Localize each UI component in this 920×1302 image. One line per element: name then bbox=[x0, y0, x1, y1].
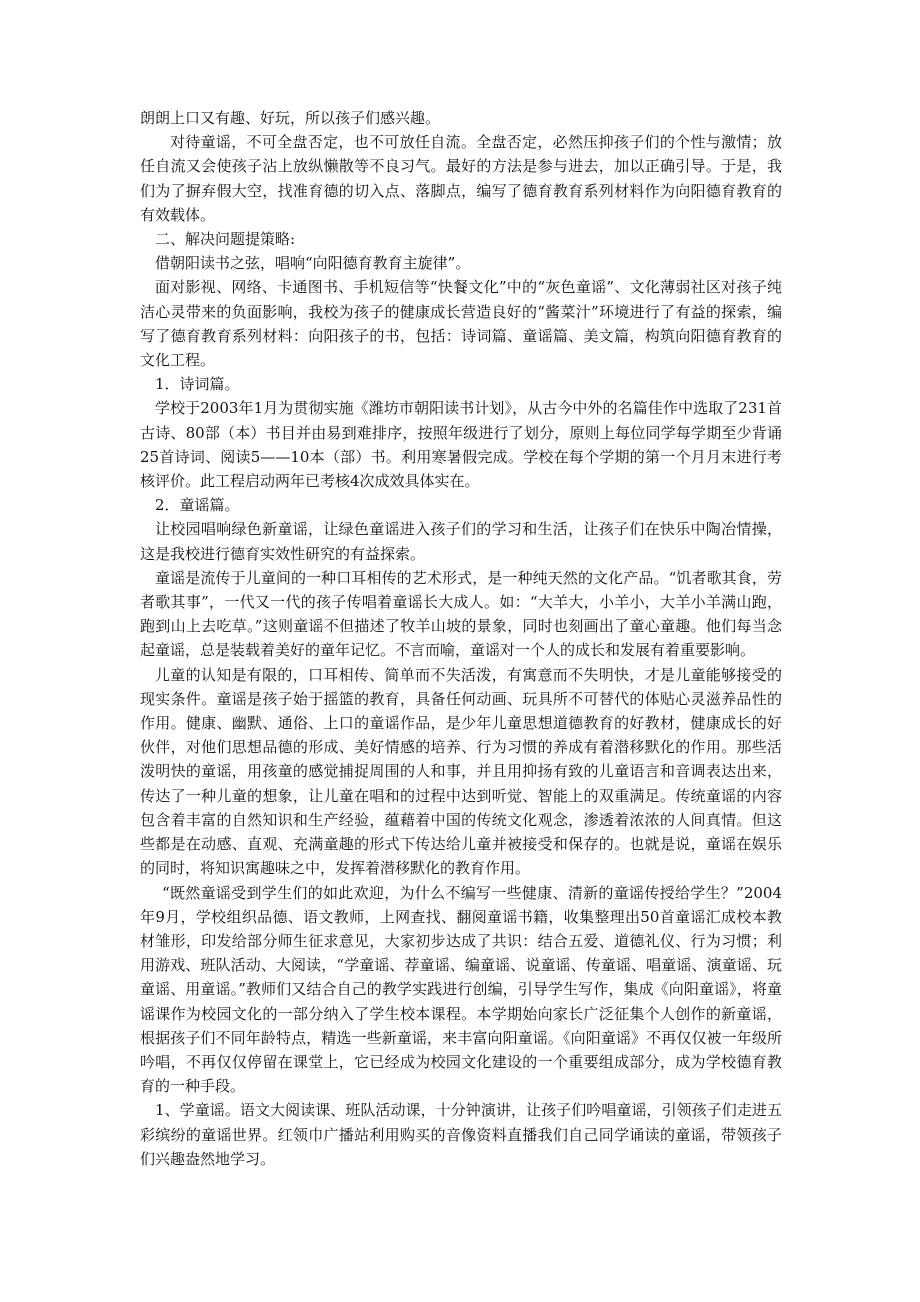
paragraph-child-cognition: 儿童的认知是有限的，口耳相传、简单而不失活泼，有寓意而不失明快，才是儿童能够接受的现实条件。童谣是孩子始于摇篮的教育，具备任何动画、玩具所不可替代的体贴心灵滋养品性的作用。健康、幽默、通俗、上口的童谣作品，是少年儿童思想道德教育的好教材，健康成长的好伙伴，对他们思想品德的形成、美好情感的培养、行为习惯的养成有着潜移默化的作用。那些活泼明快的童谣，用孩童的感觉捕捉周围的人和事，并且用抑扬有致的儿童语言和音调表达出来，传达了一种儿童的想象，让儿童在唱和的过程中达到听觉、智能上的双重满足。传统童谣的内容包含着丰富的自然知识和生产经验，蕴藉着中国的传统文化观念，渗透着浓浓的人间真情。但这些都是在动感、直观、充满童趣的形式下传达给儿童并被接受和保存的。也就是说，童谣在娱乐的同时，将知识寓趣味之中，发挥着潜移默化的教育作用。 bbox=[140, 665, 782, 878]
paragraph-intro-tail: 朗朗上口又有趣、好玩，所以孩子们感兴趣。 bbox=[140, 109, 441, 127]
paragraph-school-rhymes: “既然童谣受到学生们的如此欢迎，为什么不编写一些健康、清新的童谣传授给学生？”2004年9月，学校组织品德、语文教师，上网查找、翻阅童谣书籍，收集整理出50首童谣汇成校本教材雏形，印发给部分师生征求意见，大家初步达成了共识：结合五爱、道德礼仪、行为习惯；利用游戏、班队活动、大阅读，“学童谣、荐童谣、编童谣、说童谣、传童谣、唱童谣、演童谣、玩童谣、用童谣。”教师们又结合自己的教学实践进行创编，引导学生写作，集成《向阳童谣》，将童谣课作为校园文化的一部分纳入了学生校本课程。本学期始向家长广泛征集个人创作的新童谣，根据孩子们不同年龄特点，精选一些新童谣，来丰富向阳童谣。《向阳童谣》不再仅仅被一年级所吟唱，不再仅仅停留在课堂上，它已经成为校园文化建设的一个重要组成部分，成为学校德育教育的一种手段。 bbox=[140, 883, 782, 1096]
paragraph-learn-rhymes: 1、学童谣。语文大阅读课、班队活动课，十分钟演讲，让孩子们吟唱童谣，引领孩子们走进五彩缤纷的童谣世界。红领巾广播站利用购买的音像资料直播我们自己同学诵读的童谣，带领孩子们兴趣盎然地学习。 bbox=[140, 1101, 782, 1168]
paragraph-theme: 借朝阳读书之弦，唱响“向阳德育教育主旋律”。 bbox=[155, 254, 471, 273]
paragraph-background: 面对影视、网络、卡通图书、手机短信等“快餐文化”中的“灰色童谣”、文化薄弱社区对孩子纯洁心灵带来的负面影响，我校为孩子的健康成长营造良好的“酱菜汁”环境进行了有益的探索，编写了德育教育系列材料：向阳孩子的书，包括：诗词篇、童谣篇、美文篇，构筑向阳德育教育的文化工程。 bbox=[140, 278, 782, 370]
paragraph-green-rhymes: 让校园唱响绿色新童谣，让绿色童谣进入孩子们的学习和生活，让孩子们在快乐中陶冶情操，这是我校进行德育实效性研究的有益探索。 bbox=[140, 520, 782, 563]
subheading-poetry: 1．诗词篇。 bbox=[155, 375, 240, 394]
section-heading-strategy: 二、解决问题提策略: bbox=[155, 230, 296, 249]
subheading-nursery-rhymes: 2．童谣篇。 bbox=[155, 496, 240, 515]
paragraph-poetry: 学校于2003年1月为贯彻实施《潍坊市朝阳读书计划》，从古今中外的名篇佳作中选取了231首古诗、80部（本）书目并由易到难排序，按照年级进行了划分，原则上每位同学每学期至少背诵25首诗词、阅读5——10本（部）书。利用寒暑假完成。学校在每个学期的第一个月月末进行考核评价。此工程启动两年已考核4次成效具体实在。 bbox=[140, 399, 782, 491]
paragraph-rhyme-definition: 童谣是流传于儿童间的一种口耳相传的艺术形式，是一种纯天然的文化产品。“饥者歌其食，劳者歌其事”，一代又一代的孩子传唱着童谣长大成人。如：“大羊大，小羊小，大羊小羊满山跑，跑到山上去吃草。”这则童谣不但描述了牧羊山坡的景象，同时也刻画出了童心童趣。他们每当念起童谣，总是装载着美好的童年记忆。不言而喻，童谣对一个人的成长和发展有着重要影响。 bbox=[140, 568, 782, 660]
paragraph-attitude: 对待童谣，不可全盘否定，也不可放任自流。全盘否定，必然压抑孩子们的个性与激情；放任自流又会使孩子沾上放纵懒散等不良习气。最好的方法是参与进去，加以正确引导。于是，我们为了摒弃假大空，找准育德的切入点、落脚点，编写了德育教育系列材料作为向阳德育教育的有效载体。 bbox=[140, 133, 782, 224]
document-body bbox=[140, 106, 782, 1171]
